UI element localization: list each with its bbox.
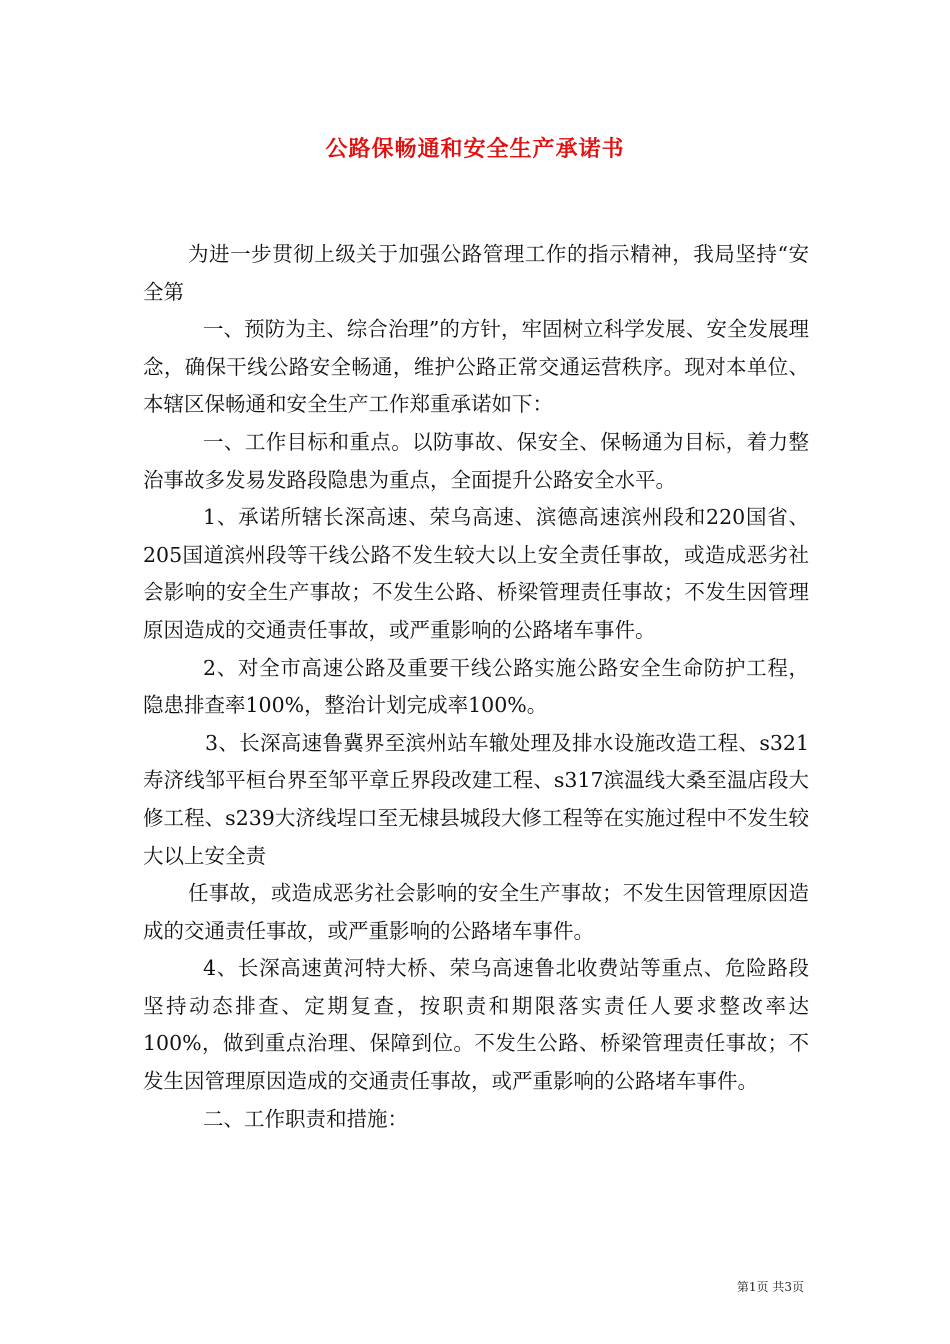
document-body	[143, 236, 809, 1138]
paragraph-principle: 一、预防为主、综合治理”的方针，牢固树立科学发展、安全发展理念，确保干线公路安全畅通，维护公路正常交通运营秩序。现对本单位、本辖区保畅通和安全生产工作郑重承诺如下：	[143, 317, 809, 417]
paragraph-intro: 为进一步贯彻上级关于加强公路管理工作的指示精神，我局坚持“安全第	[143, 242, 809, 304]
paragraph-item-2: 2、对全市高速公路及重要干线公路实施公路安全生命防护工程，隐患排查率100%，整治计划完成率100%。	[143, 655, 809, 718]
document-title: 公路保畅通和安全生产承诺书	[325, 136, 625, 162]
paragraph-section-2: 二、工作职责和措施：	[203, 1106, 408, 1131]
paragraph-item-1: 1、承诺所辖长深高速、荣乌高速、滨德高速滨州段和220国省、205国道滨州段等干线公路不发生较大以上安全责任事故，或造成恶劣社会影响的安全生产事故；不发生公路、桥梁管理责任事故；不发生因管理原因造成的交通责任事故，或严重影响的公路堵车事件。	[143, 505, 809, 642]
paragraph-item-3-continued: 任事故，或造成恶劣社会影响的安全生产事故；不发生因管理原因造成的交通责任事故，或严重影响的公路堵车事件。	[143, 881, 809, 943]
paragraph-item-3: 3、长深高速鲁冀界至滨州站车辙处理及排水设施改造工程、s321寿济线邹平桓台界至邹平章丘界段改建工程、s317滨温线大桑至温店段大修工程、s239大济线埕口至无棣县城段大修工程等在实施过程中不发生较大以上安全责	[143, 730, 809, 868]
paragraph-section-1: 一、工作目标和重点。以防事故、保安全、保畅通为目标，着力整治事故多发易发路段隐患为重点，全面提升公路安全水平。	[143, 429, 809, 492]
page-number: 第1页 共3页	[736, 1280, 804, 1294]
paragraph-item-4: 4、长深高速黄河特大桥、荣乌高速鲁北收费站等重点、危险路段坚持动态排查、定期复查，按职责和期限落实责任人要求整改率达100%，做到重点治理、保障到位。不发生公路、桥梁管理责任事故；不发生因管理原因造成的交通责任事故，或严重影响的公路堵车事件。	[143, 956, 809, 1094]
